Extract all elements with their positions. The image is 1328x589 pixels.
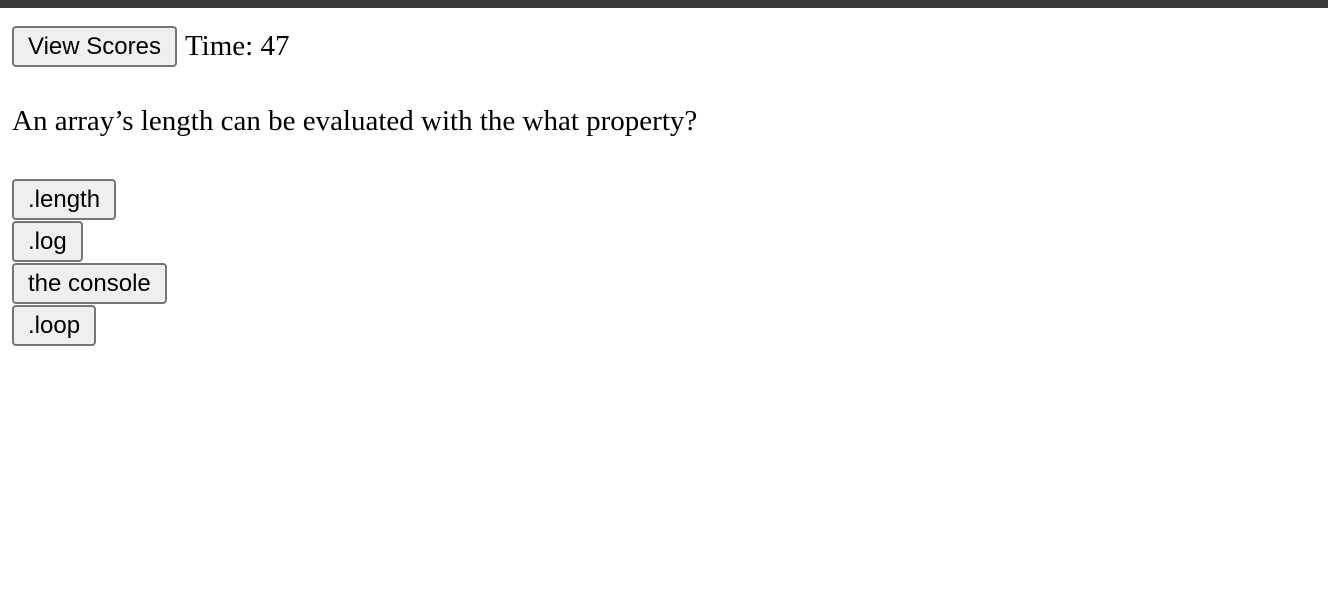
view-scores-button[interactable]: View Scores	[12, 26, 177, 67]
answer-button-length[interactable]: .length	[12, 179, 116, 220]
question-text: An array’s length can be evaluated with the what property?	[12, 105, 698, 137]
timer-label: Time: 47	[184, 30, 290, 62]
header-row	[12, 26, 697, 66]
answer-button-loop[interactable]: .loop	[12, 305, 96, 346]
quiz-page	[12, 26, 697, 347]
browser-top-bar	[0, 0, 1328, 8]
answer-button-the-console[interactable]: the console	[12, 263, 167, 304]
answer-list	[12, 179, 697, 347]
answer-button-log[interactable]: .log	[12, 221, 83, 262]
